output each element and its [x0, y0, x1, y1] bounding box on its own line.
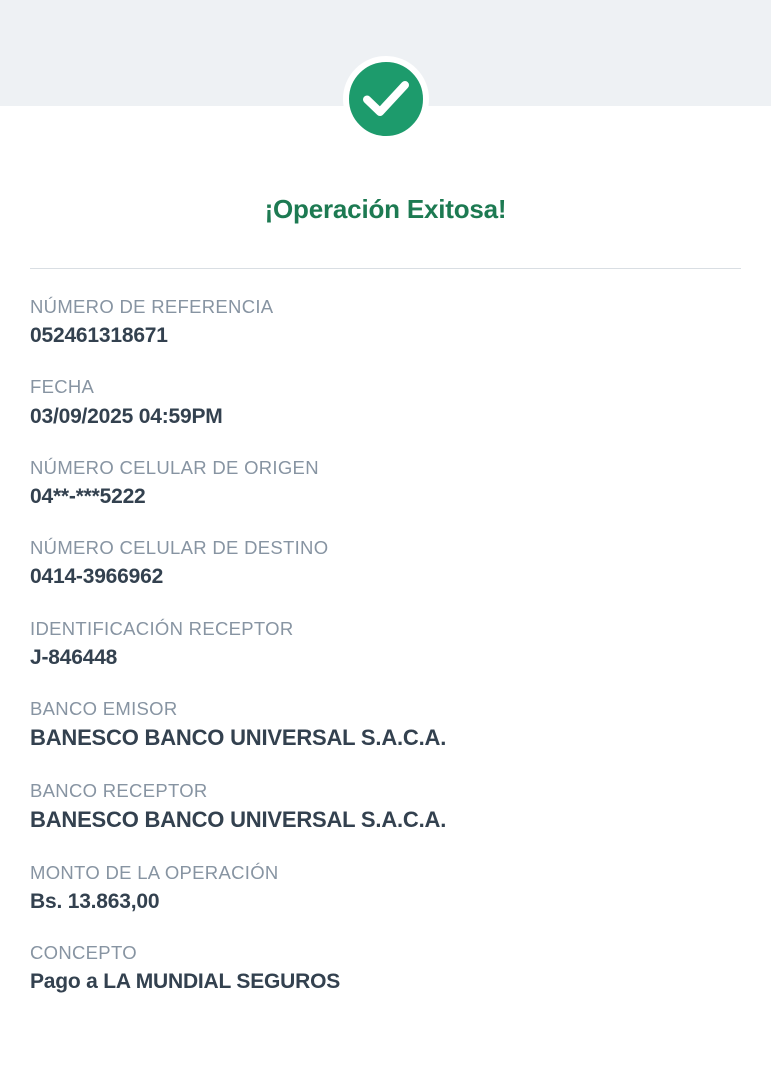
field-label: NÚMERO CELULAR DE ORIGEN: [30, 456, 319, 478]
receipt-field: [30, 375, 741, 429]
field-value: 052461318671: [30, 324, 168, 348]
receipt-field: [30, 941, 741, 995]
page-title: ¡Operación Exitosa!: [264, 194, 507, 224]
field-value: Pago a LA MUNDIAL SEGUROS: [30, 970, 341, 994]
check-circle-icon: [343, 56, 429, 142]
field-value: 04**-***5222: [30, 484, 146, 508]
receipt-field: [30, 295, 741, 349]
title-divider: [30, 268, 741, 269]
status-icon-area: [30, 0, 741, 160]
receipt-field: [30, 697, 741, 753]
field-label: MONTO DE LA OPERACIÓN: [30, 861, 279, 883]
receipt-field: [30, 779, 741, 835]
receipt-field: [30, 536, 741, 590]
field-label: BANCO RECEPTOR: [30, 779, 208, 801]
field-label: NÚMERO DE REFERENCIA: [30, 296, 274, 317]
field-value: BANESCO BANCO UNIVERSAL S.A.C.A.: [30, 725, 447, 751]
field-value: 0414-3966962: [30, 565, 164, 589]
field-value: BANESCO BANCO UNIVERSAL S.A.C.A.: [30, 806, 447, 832]
field-label: FECHA: [30, 376, 95, 398]
receipt-field: [30, 617, 741, 671]
field-label: NÚMERO CELULAR DE DESTINO: [30, 537, 329, 559]
receipt-field: [30, 861, 741, 915]
field-label: CONCEPTO: [30, 941, 137, 963]
field-value: 03/09/2025 04:59PM: [30, 404, 223, 428]
field-label: BANCO EMISOR: [30, 698, 178, 720]
receipt-field: [30, 456, 741, 510]
field-label: IDENTIFICACIÓN RECEPTOR: [30, 617, 294, 639]
field-value: Bs. 13.863,00: [30, 889, 160, 913]
receipt-field-list: [30, 295, 741, 1035]
field-value: J-846448: [30, 645, 118, 669]
